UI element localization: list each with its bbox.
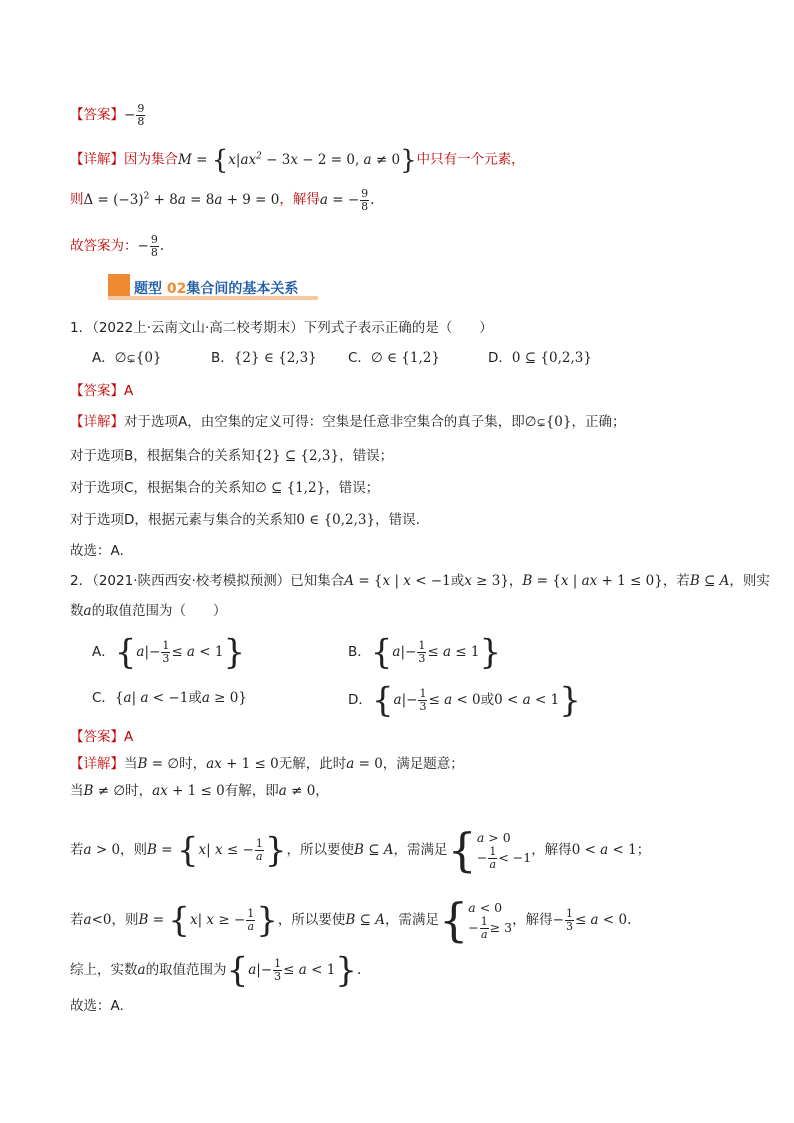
q2-d2c: 有解，即 [224, 783, 279, 799]
section-heading [108, 274, 318, 302]
q2-conclusion: 综上，实数a的取值范围为{a|− $\frac{1}{3}$ ≤ a < 1}. [70, 950, 362, 991]
q1-detail-d-tail: ，错误. [375, 512, 420, 528]
q2-option-d-label: D． [348, 692, 372, 708]
q2-d3c: ，所以要使 [286, 842, 354, 858]
q1-detail-b-text: 对于选项B，根据集合的关系知 [70, 448, 255, 464]
q2-d3b: ，则 [120, 842, 148, 858]
q2-d1c: 无解，此时 [278, 756, 347, 772]
q1-detail-c-text: 对于选项C，根据集合的关系知 [70, 480, 255, 496]
q2-option-b: B．{a|− $\frac{1}{3}$ ≤ a ≤ 1} [348, 632, 502, 673]
q2-system-1: { a > 0 − $\frac{1}{a}$ < −1 [447, 823, 532, 877]
q1-answer-tag: 【答案】 [70, 383, 124, 399]
q1-answer-line [70, 381, 133, 401]
q2-stem-part3: ，若 [662, 573, 690, 589]
prev-detail-tail: 中只有一个元素， [416, 151, 525, 168]
q2-d1a: 当 [124, 756, 138, 772]
prev-solution: a = − $\frac{9}{8}$ . [319, 186, 375, 213]
prev-detail-intro: 因为集合 [124, 151, 178, 168]
q1-detail-c: 对于选项C，根据集合的关系知∅ ⊆ {1,2}，错误； [70, 480, 380, 496]
q2-option-c-label: C． [92, 690, 115, 706]
q2-stem-part6: 的取值范围为（ ） [91, 603, 227, 619]
heading-text [134, 278, 298, 298]
q2-detail-3: 若a > 0，则B = {x| x ≤ − $\frac{1}{a}$ }，所以要使B ⊆ A，需满足 { a > 0 − $\frac{1}{a}$ < −1 ，解得0 < a < 1； [70, 823, 651, 877]
answer-tag: 【答案】 [70, 107, 124, 123]
q2-option-d: D．{a|− $\frac{1}{3}$ ≤ a < 0或0 < a < 1} [348, 680, 581, 721]
prev-answer-line [70, 103, 146, 128]
q2-d4c: ，所以要使 [277, 912, 346, 928]
q2-conclusion-b: 的取值范围为 [145, 962, 227, 978]
q2-stem-part1: 2．（2021·陕西西安·校考模拟预测）已知集合 [70, 573, 345, 589]
q1-detail-b: 对于选项B，根据集合的关系知{2} ⊆ {2,3}，错误； [70, 448, 394, 464]
q2-or-1: 或 [450, 573, 465, 589]
q2-d4e: ，解得 [512, 912, 553, 928]
q2-stem-part5: 数 [70, 603, 84, 619]
q2-option-a: A．{a|− $\frac{1}{3}$ ≤ a < 1} [92, 632, 246, 673]
q2-set-a: A = {x | x < −1或x ≥ 3} [344, 573, 509, 589]
prev-answer-value: − $\frac{9}{8}$ [124, 102, 145, 128]
q1-option-c: C．∅ ∈ {1,2} [348, 350, 440, 366]
q2-answer-line [70, 727, 133, 747]
q2-option-b-label: B． [348, 644, 371, 660]
q2-d3d: ，需满足 [393, 842, 448, 858]
q2-detail-4: 若a<0，则B = {x| x ≥ − $\frac{1}{a}$ }，所以要使B ⊆ A，需满足 { a < 0 − $\frac{1}{a}$ ≥ 3 ，解得− $\frac{1}{3}$ ≤ a < 0. [70, 893, 632, 947]
q2-d1d: ，满足题意； [382, 756, 464, 772]
q1-option-b-label: B． [211, 350, 234, 366]
q2-answer-tag: 【答案】 [70, 729, 124, 745]
q2-d4a: 若 [70, 912, 84, 928]
q2-set-b: B = {x | ax + 1 ≤ 0} [522, 573, 663, 589]
q2-d3a: 若 [70, 842, 84, 858]
q1-detail-a-tail: ，正确； [571, 414, 626, 430]
q1-option-b: B．{2} ∈ {2,3} [211, 350, 317, 366]
heading-label: 题型 [134, 281, 162, 297]
q1-choose: 故选：A. [70, 543, 124, 559]
q1-option-a: A．∅⊊{0} [92, 350, 162, 366]
heading-accent-block [108, 274, 130, 296]
q1-detail-c-tail: ，错误； [325, 480, 380, 496]
q2-choose: 故选：A. [70, 998, 124, 1014]
detail-tag: 【详解】 [70, 151, 124, 168]
q2-or-3: 或 [480, 692, 495, 708]
q2-system-2: { a < 0 − $\frac{1}{a}$ ≥ 3 [438, 893, 513, 947]
prev-then: 则 [70, 191, 84, 208]
q2-d2b: 时， [125, 783, 153, 799]
q2-detail-tag: 【详解】 [70, 756, 124, 772]
prev-conclusion-value: − $\frac{9}{8}$ . [137, 233, 165, 259]
heading-number: 02 [166, 281, 187, 297]
q2-detail-2: 当B ≠ ∅时，ax + 1 ≤ 0有解，即a ≠ 0， [70, 783, 329, 799]
q2-d4b: ，则 [111, 912, 139, 928]
q2-stem-line2: 数a的取值范围为（ ） [70, 603, 227, 619]
prev-discriminant: $\Delta = (-3)^2 + 8a = 8a + 9 = 0$ [83, 191, 280, 208]
q2-stem-part2: ， [508, 573, 523, 589]
q1-detail-b-tail: ，错误； [339, 448, 394, 464]
q2-option-c: C．{a| a < −1或a ≥ 0} [92, 690, 247, 706]
q2-subset: B ⊆ A [689, 573, 730, 589]
prev-conclusion-line [70, 234, 164, 259]
prev-solve-text: ，解得 [279, 191, 320, 208]
q1-detail-a: 【详解】对于选项A，由空集的定义可得：空集是任意非空集合的真子集，即∅⊊{0}，正确； [70, 414, 626, 430]
q1-detail-d-text: 对于选项D，根据元素与集合的关系知 [70, 512, 297, 528]
q2-d4d: ，需满足 [384, 912, 439, 928]
q1-answer-value: A [124, 383, 134, 399]
q1-stem: 1．（2022上·云南文山·高二校考期末）下列式子表示正确的是（ ） [70, 320, 493, 336]
prev-set-expression: $M = \{x|ax^2 - 3x - 2 = 0$, a ≠ 0} [178, 145, 417, 175]
q1-option-c-label: C． [348, 350, 371, 366]
prev-discriminant-line [70, 186, 374, 213]
q1-detail-d: 对于选项D，根据元素与集合的关系知0 ∈ {0,2,3}，错误. [70, 512, 420, 528]
q2-d2a: 当 [70, 783, 84, 799]
q2-stem-line1 [70, 571, 770, 591]
q2-stem-part4: ，则实 [729, 573, 770, 589]
heading-title: 集合间的基本关系 [186, 281, 299, 297]
q1-option-a-label: A． [92, 350, 115, 366]
q2-conclusion-a: 综上，实数 [70, 962, 138, 978]
prev-conclusion: 故答案为： [70, 238, 138, 254]
q2-option-a-label: A． [92, 644, 115, 660]
q2-detail-1: 【详解】当B = ∅时，ax + 1 ≤ 0无解，此时a = 0，满足题意； [70, 756, 464, 772]
q2-d1b: 时， [179, 756, 207, 772]
prev-detail-line [70, 145, 525, 175]
q1-option-d: D．0 ⊆ {0,2,3} [488, 350, 592, 366]
q2-or-2: 或 [188, 690, 202, 706]
q2-answer-value: A [124, 729, 134, 745]
q1-detail-tag: 【详解】 [70, 414, 124, 430]
q1-option-d-label: D． [488, 350, 512, 366]
q1-detail-a-text: 对于选项A，由空集的定义可得：空集是任意非空集合的真子集，即 [124, 414, 525, 430]
q2-d3e: ，解得 [531, 842, 572, 858]
